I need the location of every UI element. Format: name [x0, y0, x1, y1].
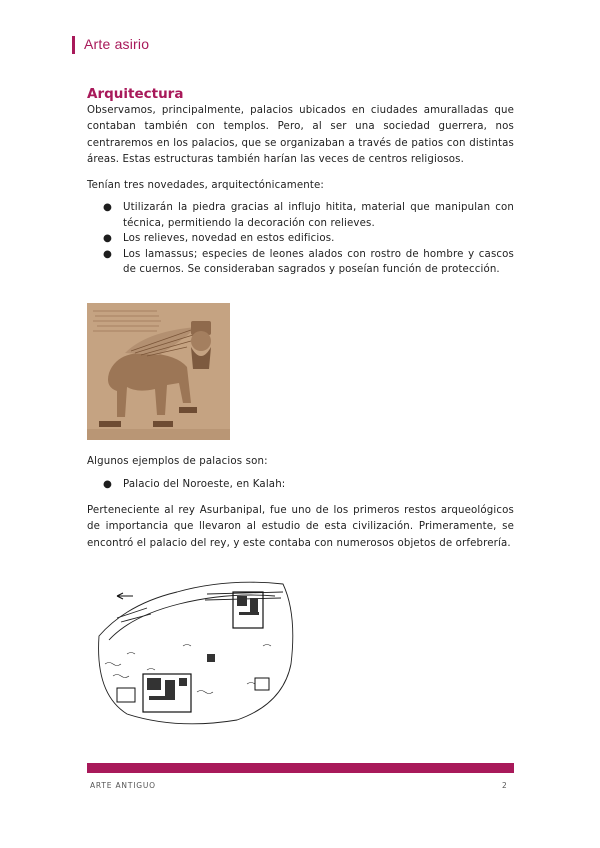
list-item: ● Palacio del Noroeste, en Kalah:: [87, 477, 514, 493]
footer-accent-bar: [87, 763, 514, 773]
list-item: ● Los relieves, novedad en estos edificios.: [87, 231, 514, 247]
footer-course-title: ARTE ANTIGUO: [90, 781, 156, 790]
bullet-icon: ●: [103, 248, 113, 260]
novelties-list: [87, 200, 514, 278]
palace-floor-plan-image: [87, 574, 299, 730]
header-title: Arte asirio: [84, 36, 150, 52]
paragraph-asurbanipal: Perteneciente al rey Asurbanipal, fue uno de los primeros restos arqueológicos de importancia que llevaron al estudio de esta civilización. Primeramente, se encontró el palacio del rey, y este contaba con numerosos objetos de orfebrería.: [87, 505, 514, 549]
paragraph-intro: Observamos, principalmente, palacios ubicados en ciudades amuralladas que contaban también con templos. Pero, al ser una sociedad guerrera, nos centraremos en los palacios, que se organizaban a través de patios con distintas áreas. Estas estructuras también harían las veces de centros religiosos.: [87, 105, 514, 165]
bullet-icon: ●: [103, 202, 113, 213]
header-accent-bar: [72, 36, 75, 54]
page-number: 2: [502, 781, 507, 790]
palace-list: [87, 477, 514, 493]
list-item: ● Los lamassus; especies de leones alados con rostro de hombre y cascos de cuernos. Se consideraban sagrados y poseían función de protección.: [103, 248, 514, 275]
paragraph-novelties: Tenían tres novedades, arquitectónicamente:: [87, 180, 324, 191]
bullet-icon: ●: [103, 479, 113, 490]
lamassu-relief-image: [87, 303, 230, 440]
list-item: ● Utilizarán la piedra gracias al influjo hitita, material que manipulan con técnica, permitiendo la decoración con relieves.: [103, 202, 514, 229]
section-title: Arquitectura: [87, 86, 184, 102]
paragraph-examples: Algunos ejemplos de palacios son:: [87, 456, 268, 467]
bullet-icon: ●: [103, 233, 113, 244]
